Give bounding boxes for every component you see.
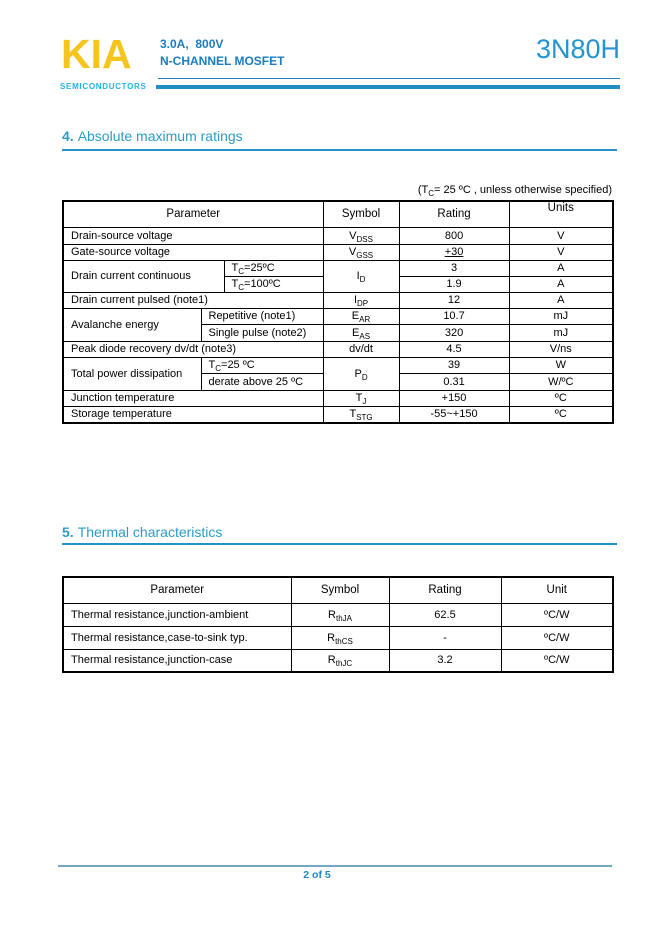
table-row [63, 603, 613, 626]
table-row [63, 292, 613, 308]
table-cell: derate above 25 ºC [201, 373, 323, 390]
table-cell: V/ns [509, 341, 613, 357]
table-cell: 3.2 [389, 649, 501, 672]
table-row [63, 626, 613, 649]
table-cell: ºC [509, 406, 613, 423]
table-cell: Avalanche energy [63, 308, 201, 341]
table-cell: ºC/W [501, 626, 613, 649]
table-cell: ºC/W [501, 649, 613, 672]
device-type-line: N-CHANNEL MOSFET [160, 54, 285, 68]
table-cell: $R_{thJC}$ [291, 649, 389, 672]
table-cell: A [509, 276, 613, 292]
table-cell: dv/dt [323, 341, 399, 357]
table-cell: Thermal resistance,junction-case [63, 649, 291, 672]
table-row [63, 649, 613, 672]
column-header-cell: Symbol [323, 201, 399, 227]
section-label: Thermal characteristics [77, 524, 223, 540]
table-cell: Peak diode recovery dv/dt (note3) [63, 341, 323, 357]
section-number: 4. [62, 128, 74, 144]
table-cell: 1.9 [399, 276, 509, 292]
table-cell: $V_{GSS}$ [323, 244, 399, 260]
table-cell: Total power dissipation [63, 357, 201, 390]
table-cell: 4.5 [399, 341, 509, 357]
table-cell: $I_{DP}$ [323, 292, 399, 308]
section-label: Absolute maximum ratings [77, 128, 243, 144]
table-cell: $P_D$ [323, 357, 399, 390]
table-cell: 3 [399, 260, 509, 276]
table-cell: 0.31 [399, 373, 509, 390]
table-cell: Drain-source voltage [63, 227, 323, 244]
table-cell: W/ºC [509, 373, 613, 390]
page-indicator: 2 of 5 [303, 869, 331, 881]
table-cell: 800 [399, 227, 509, 244]
table-row [63, 244, 613, 260]
logo-subtitle: SEMICONDUCTORS [60, 82, 147, 91]
column-header-cell: Symbol [291, 577, 389, 603]
part-number: 3N80H [535, 34, 620, 64]
table-row [63, 260, 613, 276]
column-header-cell: Units [509, 201, 613, 227]
device-rating-line: 3.0A, 800V [160, 37, 224, 51]
section-number: 5. [62, 524, 74, 540]
table-cell: $R_{thJA}$ [291, 603, 389, 626]
column-header-cell: Rating [389, 577, 501, 603]
table-cell: -55~+150 [399, 406, 509, 423]
table-cell: $T_J$ [323, 390, 399, 406]
footer-rule [58, 865, 612, 867]
table-cell: Junction temperature [63, 390, 323, 406]
table-cell: 320 [399, 324, 509, 341]
table-cell: $T_{STG}$ [323, 406, 399, 423]
table-cell: A [509, 292, 613, 308]
test-condition-note: ($T_C= 25$ ºC , unless otherwise specified) [417, 184, 612, 199]
table-cell: Repetitive (note1) [201, 308, 323, 324]
section-title-abs-max [62, 129, 243, 143]
table-cell: mJ [509, 324, 613, 341]
column-header-cell: Unit [501, 577, 613, 603]
table-cell: Thermal resistance,junction-ambient [63, 603, 291, 626]
table-row [63, 308, 613, 324]
table-row [63, 390, 613, 406]
table-cell: V [509, 244, 613, 260]
table-cell: Storage temperature [63, 406, 323, 423]
header-rule-thin [158, 78, 620, 79]
table-cell: - [389, 626, 501, 649]
table-cell: $E_{AR}$ [323, 308, 399, 324]
table-cell: 39 [399, 357, 509, 373]
table-cell: ºC [509, 390, 613, 406]
thermal-characteristics-table [62, 576, 614, 673]
table-row [63, 357, 613, 373]
table-row [63, 341, 613, 357]
table-cell: W [509, 357, 613, 373]
section-title-thermal [62, 525, 222, 539]
table-cell: $T_C=25$ ºC [201, 357, 323, 373]
section-rule [62, 149, 617, 151]
section-rule [62, 543, 617, 545]
table-cell: 62.5 [389, 603, 501, 626]
table-cell: Gate-source voltage [63, 244, 323, 260]
column-header-cell: Rating [399, 201, 509, 227]
table-cell: 12 [399, 292, 509, 308]
table-row [63, 406, 613, 423]
table-cell: Thermal resistance,case-to-sink typ. [63, 626, 291, 649]
table-cell: Single pulse (note2) [201, 324, 323, 341]
table-cell: $I_D$ [323, 260, 399, 292]
column-header-cell: Parameter [63, 577, 291, 603]
table-cell: 10.7 [399, 308, 509, 324]
table-cell: $V_{DSS}$ [323, 227, 399, 244]
table-cell: $T_C=25ºC$ [224, 260, 323, 276]
table-cell: V [509, 227, 613, 244]
table-row [63, 227, 613, 244]
table-cell: +30 [399, 244, 509, 260]
table-cell: $R_{thCS}$ [291, 626, 389, 649]
table-header-row [63, 577, 613, 603]
table-cell: mJ [509, 308, 613, 324]
table-cell: $T_C=100ºC$ [224, 276, 323, 292]
column-header-cell: Parameter [63, 201, 323, 227]
table-cell: A [509, 260, 613, 276]
table-cell: Drain current pulsed (note1) [63, 292, 323, 308]
table-cell: ºC/W [501, 603, 613, 626]
table-header-row [63, 201, 613, 227]
table-cell: +150 [399, 390, 509, 406]
absolute-maximum-ratings-table [62, 200, 614, 424]
kia-logo: KIA [61, 31, 132, 77]
table-cell: $E_{AS}$ [323, 324, 399, 341]
header-rule-thick [156, 85, 620, 89]
table-cell: Drain current continuous [63, 260, 224, 292]
